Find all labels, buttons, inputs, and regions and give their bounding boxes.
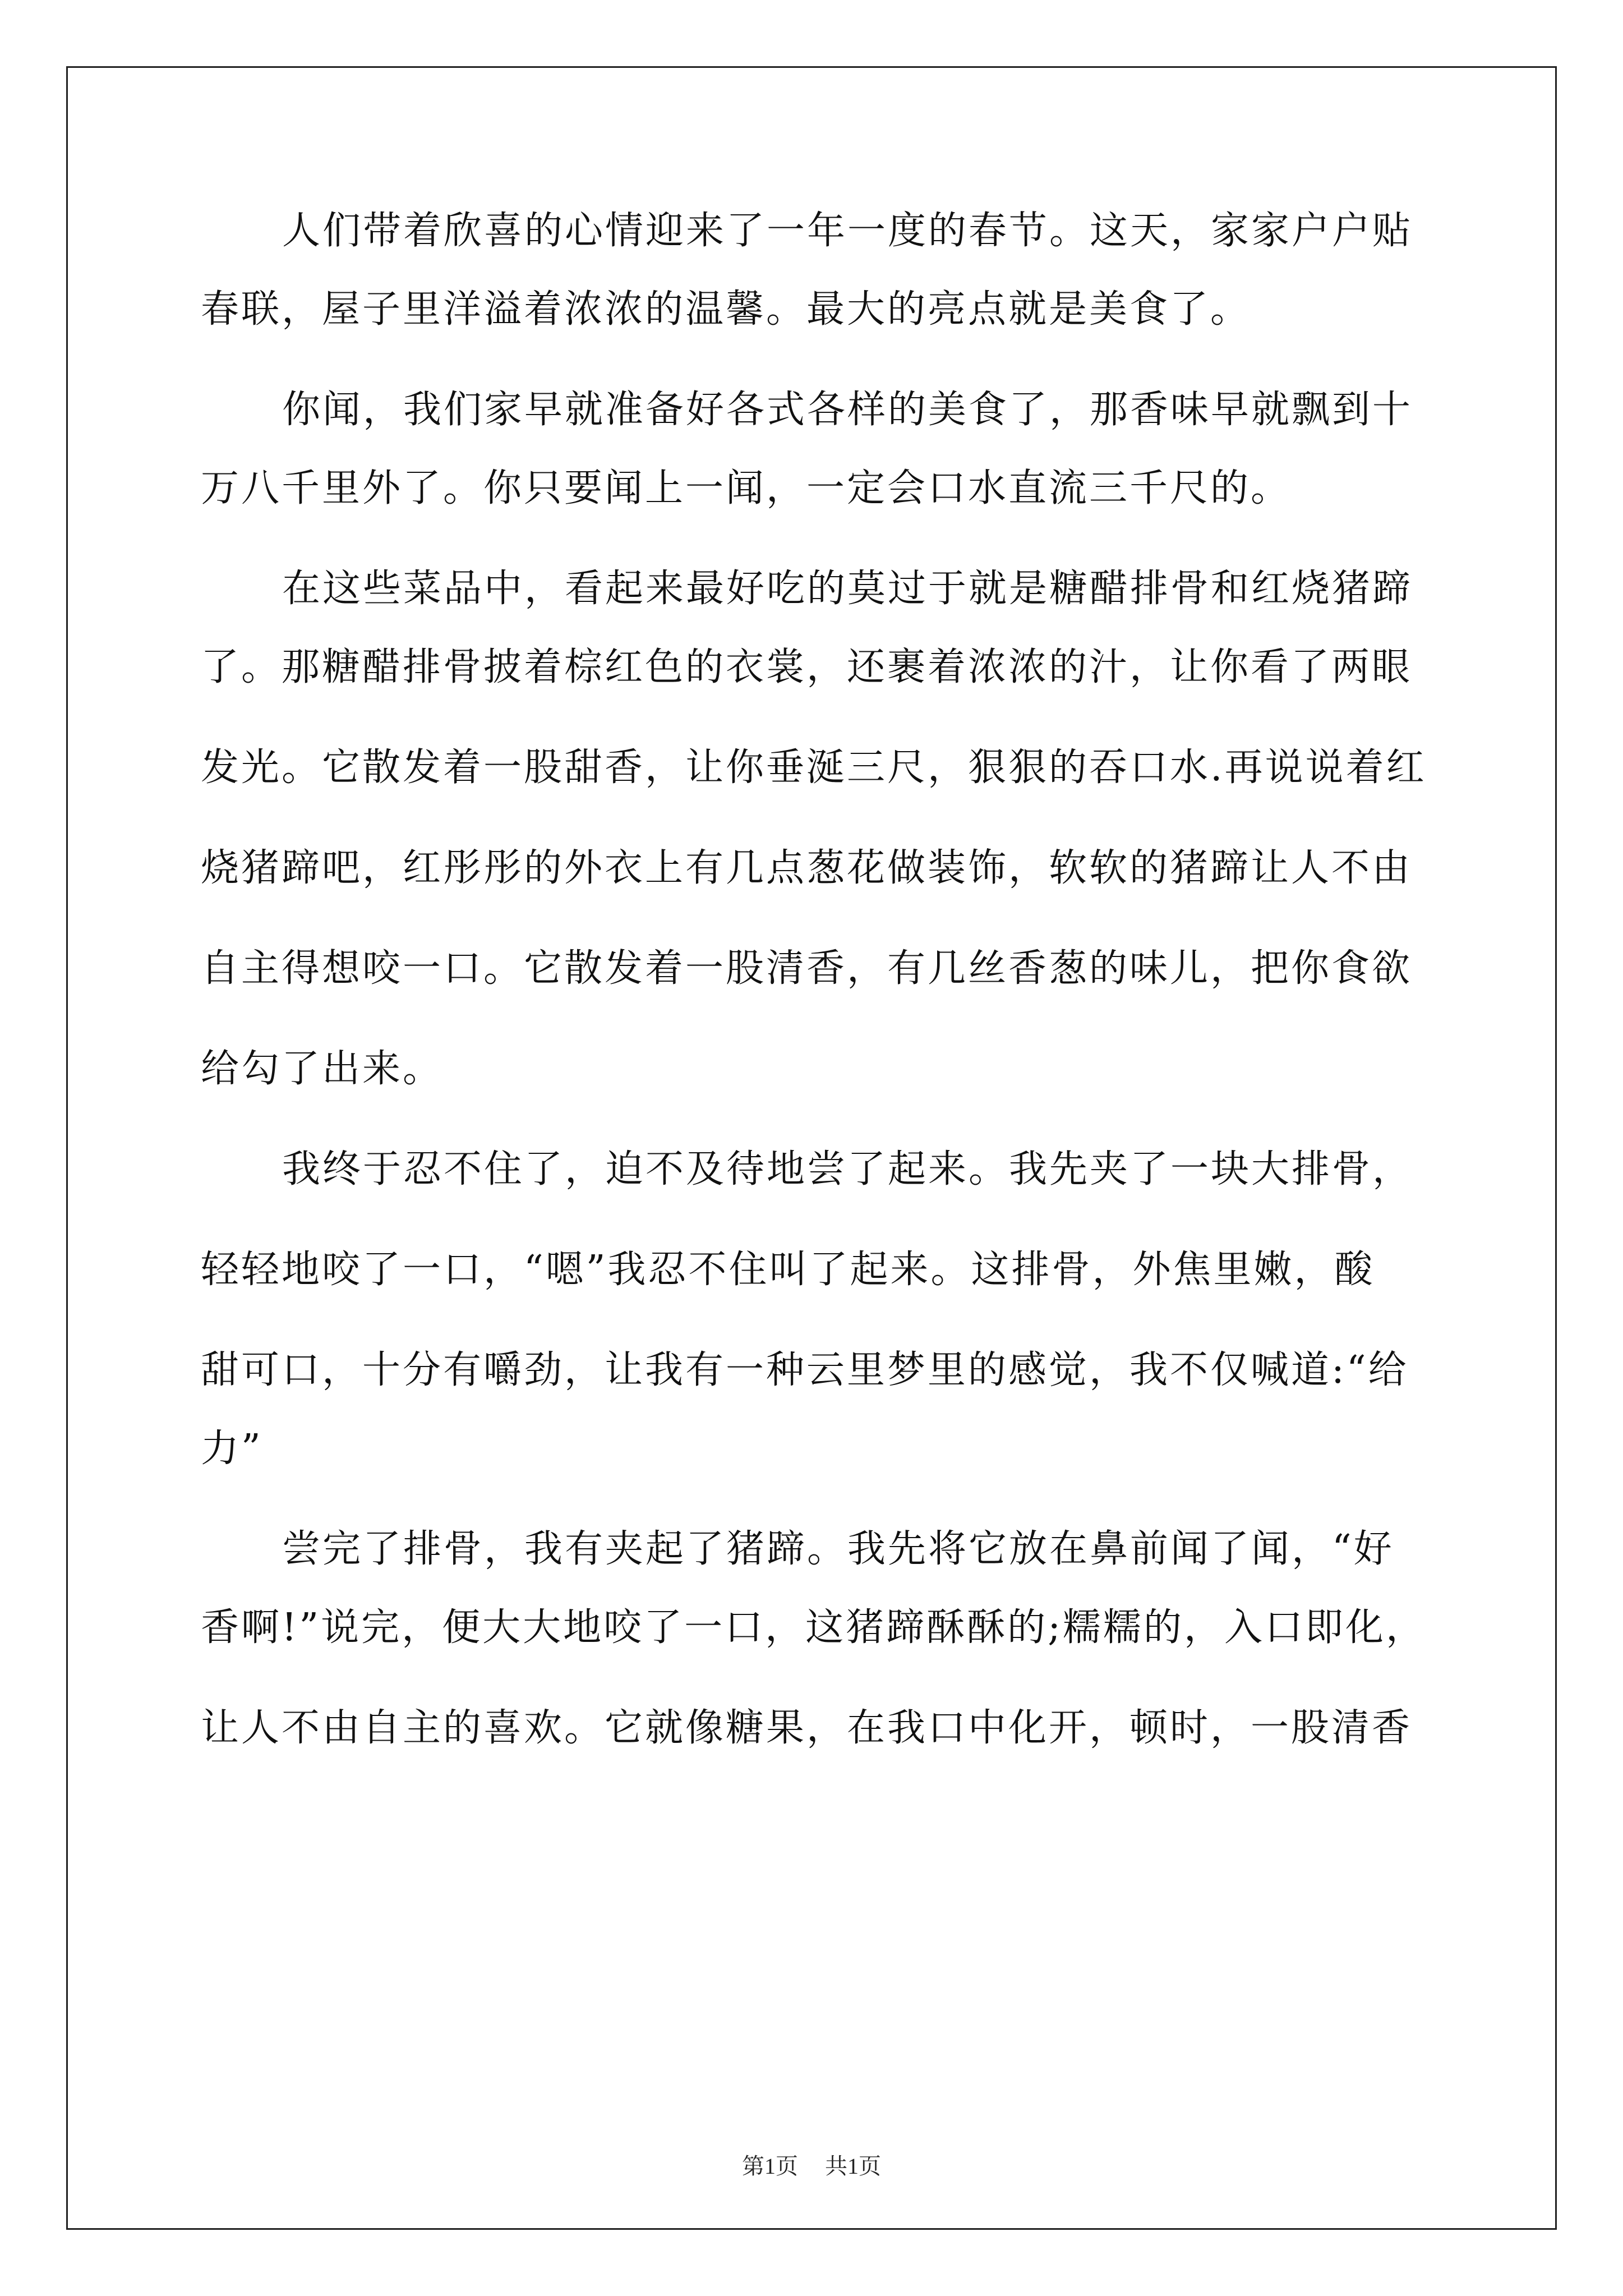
text-line: 轻轻地咬了一口，“嗯”我忍不住叫了起来。这排骨，外焦里嫩，酸	[201, 1248, 1375, 1292]
text-line: 烧猪蹄吧，红彤彤的外衣上有几点葱花做装饰，软软的猪蹄让人不由	[201, 846, 1413, 890]
text-line: 我终于忍不住了，迫不及待地尝了起来。我先夹了一块大排骨，	[282, 1147, 1413, 1191]
text-line: 发光。它散发着一股甜香，让你垂涎三尺，狠狠的吞口水.再说说着红	[201, 746, 1427, 790]
text-line: 甜可口，十分有嚼劲，让我有一种云里梦里的感觉，我不仅喊道:“给	[201, 1348, 1409, 1392]
text-line: 力”	[201, 1427, 263, 1471]
text-line: 万八千里外了。你只要闻上一闻，一定会口水直流三千尺的。	[201, 466, 1292, 510]
text-line: 了。那糖醋排骨披着棕红色的衣裳，还裹着浓浓的汁，让你看了两眼	[201, 645, 1413, 689]
document-body	[201, 209, 1429, 1750]
text-line: 尝完了排骨，我有夹起了猪蹄。我先将它放在鼻前闻了闻，“好	[282, 1527, 1394, 1571]
page-footer	[0, 2153, 1623, 2180]
text-line: 让人不由自主的喜欢。它就像糖果，在我口中化开，顿时，一股清香	[201, 1706, 1413, 1750]
text-line: 自主得想咬一口。它散发着一股清香，有几丝香葱的味儿，把你食欲	[201, 946, 1413, 991]
text-line: 在这些菜品中，看起来最好吃的莫过于就是糖醋排骨和红烧猪蹄	[282, 567, 1413, 611]
page-total: 共1页	[825, 2154, 881, 2179]
text-line: 春联，屋子里洋溢着浓浓的温馨。最大的亮点就是美食了。	[201, 287, 1251, 332]
text-line: 你闻，我们家早就准备好各式各样的美食了，那香味早就飘到十	[282, 388, 1413, 432]
text-line: 人们带着欣喜的心情迎来了一年一度的春节。这天，家家户户贴	[282, 209, 1413, 253]
text-line: 香啊!”说完，便大大地咬了一口，这猪蹄酥酥的;糯糯的，入口即化，	[201, 1605, 1427, 1650]
text-line: 给勾了出来。	[201, 1047, 444, 1091]
page-number: 第1页	[742, 2154, 798, 2179]
